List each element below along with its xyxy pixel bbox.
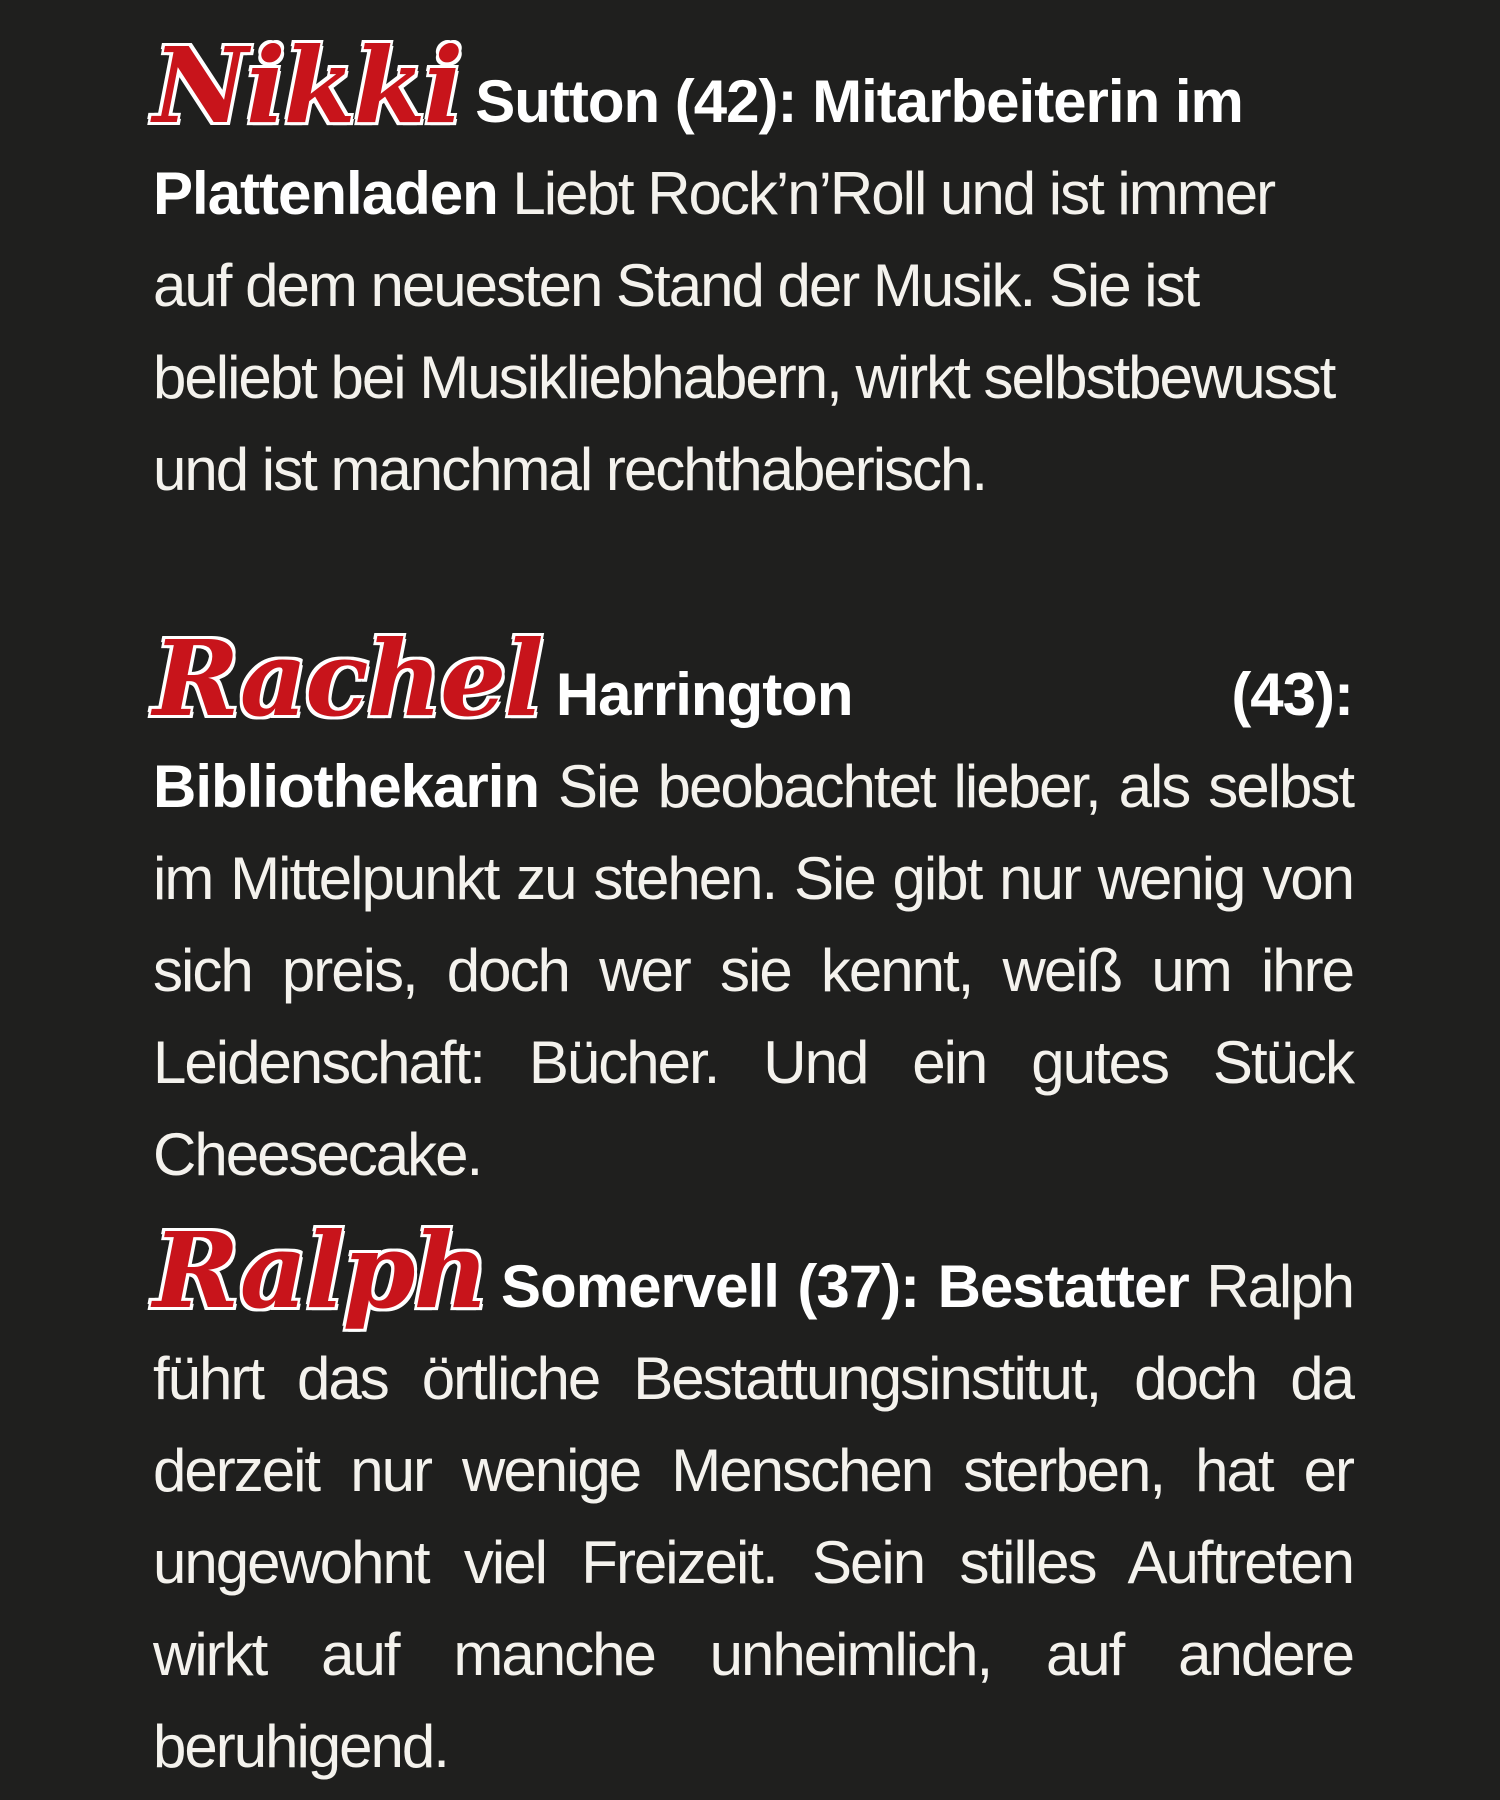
character-first-name: Nikki — [153, 24, 462, 147]
character-description: Liebt Rock’n’Roll und ist immer auf dem neuesten Stand der Musik. Sie ist beliebt bei Musikliebhabern, wirkt selbstbewusst und ist manchmal rechthaberisch. — [153, 160, 1335, 503]
character-description: Sie beobachtet lieber, als selbst im Mittelpunkt zu stehen. Sie gibt nur wenig von sich preis, doch wer sie kennt, weiß um ihre Leidenschaft: Bücher. Und ein gutes Stück Cheesecake. — [153, 753, 1353, 1188]
character-first-name: Ralph — [153, 1209, 488, 1332]
character-heading: Harrington (43): Bibliothekarin — [153, 661, 1353, 820]
character-entry-nikki — [153, 24, 1353, 560]
character-heading: Sutton (42): Mitarbeiterin im Plattenladen — [153, 68, 1243, 227]
character-description: Ralph führt das örtliche Bestattungsinstitut, doch da derzeit nur wenige Menschen sterben, hat er ungewohnt viel Freizeit. Sein stilles Auftreten wirkt auf manche unheimlich, auf andere beruhigend. — [153, 1253, 1354, 1780]
character-paragraph — [153, 1209, 1354, 1793]
character-paragraph — [153, 617, 1353, 1201]
character-entry-ralph — [153, 1209, 1354, 1780]
character-entry-rachel — [153, 617, 1353, 1188]
character-paragraph — [153, 24, 1353, 516]
character-heading: Somervell (37): Bestatter — [501, 1253, 1189, 1320]
character-first-name: Rachel — [153, 617, 542, 740]
